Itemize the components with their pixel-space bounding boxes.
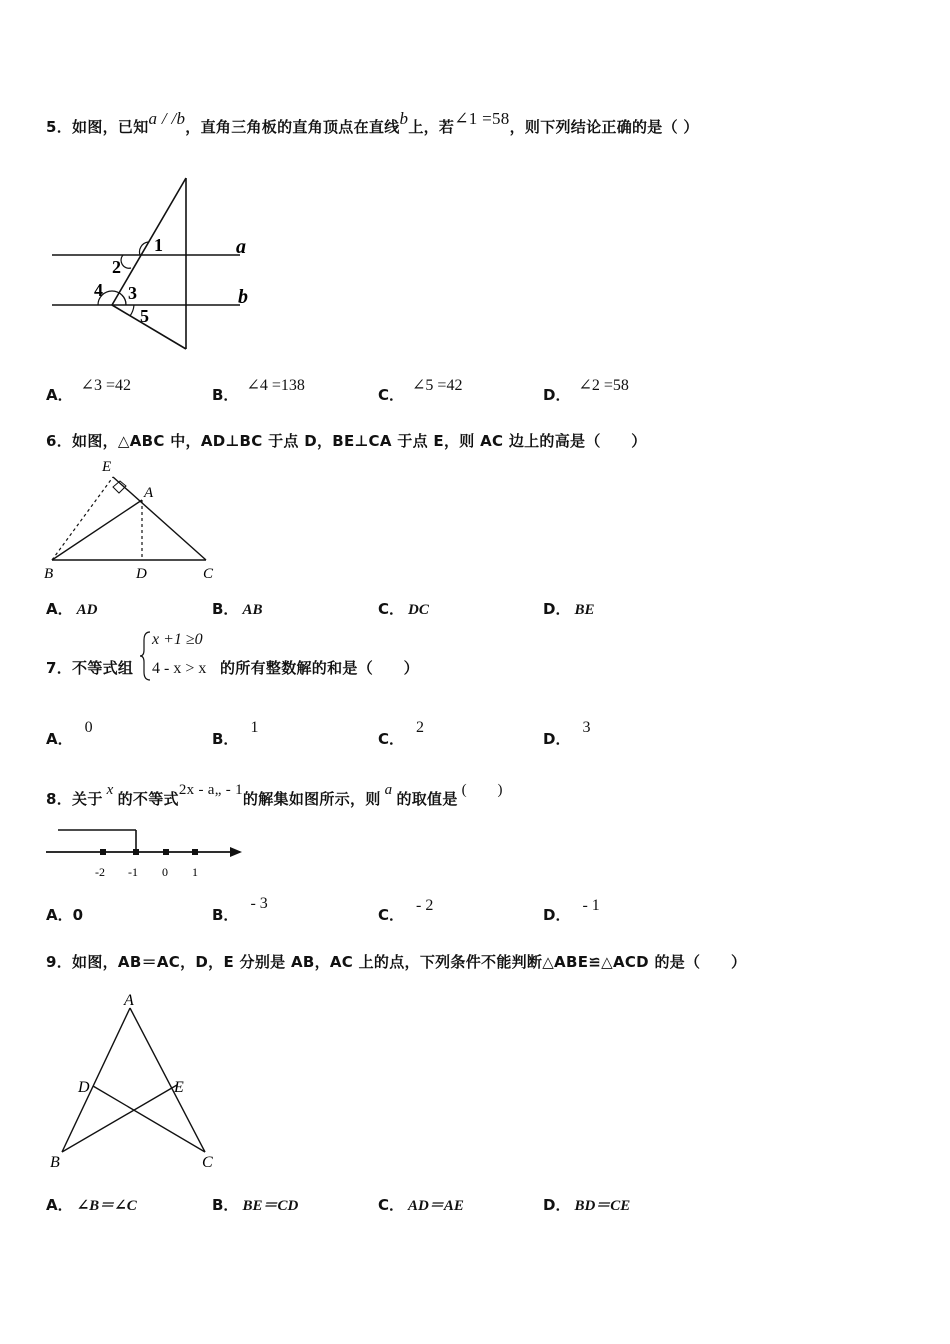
q9-option-letter: A． xyxy=(46,1196,73,1214)
q5-figure xyxy=(40,165,300,365)
q7-stem-before: 7．不等式组 xyxy=(46,659,134,677)
q8-option-text: - 1 xyxy=(582,897,600,914)
q6-option-text: AD xyxy=(76,602,98,618)
q9-figure xyxy=(40,985,240,1175)
q9-stem: 9．如图，AB＝AC，D，E 分别是 AB，AC 上的点，下列条件不能判断△ABE≌△ACD 的是（ ） xyxy=(46,953,747,971)
q7-option-b[interactable] xyxy=(212,719,259,749)
q5-option-letter: A． xyxy=(46,386,73,404)
q5-parallel-expr: a / /b xyxy=(148,109,186,128)
q7-system-line-1 xyxy=(152,631,203,649)
q5-option-text: ∠4 =138 xyxy=(246,377,305,394)
q8-option-c[interactable] xyxy=(378,897,434,925)
q9-point-d: D xyxy=(78,1079,90,1096)
q9-option-text: BE＝CD xyxy=(242,1198,299,1214)
q7-option-a[interactable] xyxy=(46,719,93,749)
q5-label-4: 4 xyxy=(94,280,103,300)
q6-option-text: BE xyxy=(574,602,595,618)
q9-option-b[interactable] xyxy=(212,1194,298,1215)
q5-stem xyxy=(46,109,699,137)
q5-option-d[interactable] xyxy=(543,377,629,405)
q7-option-text: 2 xyxy=(416,719,425,736)
q8-paren: ( ) xyxy=(461,782,503,798)
q7-option-letter: A． xyxy=(46,730,73,748)
q9-option-letter: B． xyxy=(212,1196,239,1214)
q5-label-3: 3 xyxy=(128,283,137,303)
q9-option-c[interactable] xyxy=(378,1194,464,1215)
q8-stem-text-2: 的不等式 xyxy=(117,790,179,808)
q8-option-d[interactable] xyxy=(543,897,600,925)
q6-option-letter: D． xyxy=(543,600,571,618)
q8-tick-label: 0 xyxy=(162,865,168,879)
q5-option-letter: C． xyxy=(378,386,405,404)
q5-label-1: 1 xyxy=(154,235,163,255)
q5-label-2: 2 xyxy=(112,257,121,277)
q9-option-text: BD＝CE xyxy=(574,1198,631,1214)
q8-stem-text-4: 的取值是 xyxy=(396,790,458,808)
q8-option-b[interactable] xyxy=(212,895,268,925)
q6-option-letter: A． xyxy=(46,600,73,618)
q7-option-text: 3 xyxy=(582,719,591,736)
q6-option-text: AB xyxy=(242,602,263,618)
q9-point-a: A xyxy=(124,992,134,1009)
q5-option-text: ∠2 =58 xyxy=(578,377,629,394)
q5-option-letter: D． xyxy=(543,386,571,404)
q7-line2-text: 4 - x > x xyxy=(152,660,207,677)
q8-stem-text-3: 的解集如图所示，则 xyxy=(242,790,381,808)
q5-line-a-label: a xyxy=(236,236,246,258)
q6-option-c[interactable] xyxy=(378,598,429,619)
q8-option-a[interactable] xyxy=(46,904,83,925)
q5-option-a[interactable] xyxy=(46,377,132,405)
q6-option-text: DC xyxy=(408,602,429,618)
q7-line1-text: x +1 ≥0 xyxy=(152,631,203,648)
q8-tick-label: -1 xyxy=(128,865,138,879)
q7-stem-after: 的所有整数解的和是（ ） xyxy=(220,659,419,677)
q7-option-text: 1 xyxy=(250,719,259,736)
q9-option-a[interactable] xyxy=(46,1194,137,1215)
q6-option-letter: C． xyxy=(378,600,405,618)
q5-stem-text-4: ，则下列结论正确的是（ ） xyxy=(509,118,699,136)
q8-var-x: x xyxy=(106,782,114,798)
q7-option-text: 0 xyxy=(84,719,93,736)
q6-point-d: D xyxy=(136,566,147,582)
q9-option-letter: D． xyxy=(543,1196,571,1214)
q9-point-e: E xyxy=(174,1079,184,1096)
q7-option-letter: D． xyxy=(543,730,571,748)
q8-var-a: a xyxy=(384,782,393,798)
q6-point-e: E xyxy=(102,459,112,475)
q8-stem xyxy=(46,782,503,809)
q8-option-text: - 2 xyxy=(416,897,434,914)
q8-tick-label: -2 xyxy=(95,865,105,879)
q6-option-d[interactable] xyxy=(543,598,594,619)
q8-option-text: 0 xyxy=(72,906,84,924)
q8-stem-text: 8．关于 xyxy=(46,790,103,808)
q5-option-text: ∠5 =42 xyxy=(412,377,463,394)
q5-given-angle: ∠1 =58 xyxy=(454,109,510,128)
q5-stem-text: 5．如图，已知 xyxy=(46,118,149,136)
q9-point-c: C xyxy=(202,1154,213,1171)
q9-option-text: AD＝AE xyxy=(408,1198,464,1214)
q9-option-text: ∠B＝∠C xyxy=(76,1198,137,1214)
q6-stem: 6．如图，△ABC 中，AD⊥BC 于点 D，BE⊥CA 于点 E，则 AC 边上的高是（ ） xyxy=(46,432,647,450)
q9-option-d[interactable] xyxy=(543,1194,630,1215)
q5-line-var: b xyxy=(399,109,409,128)
q5-stem-text-2: ，直角三角板的直角顶点在直线 xyxy=(185,118,400,136)
q7-option-c[interactable] xyxy=(378,719,425,749)
q6-option-b[interactable] xyxy=(212,598,262,619)
q8-option-letter: B． xyxy=(212,906,239,924)
q5-label-5: 5 xyxy=(140,306,149,326)
q5-line-b-label: b xyxy=(238,286,248,308)
q9-option-letter: C． xyxy=(378,1196,405,1214)
q5-option-letter: B． xyxy=(212,386,239,404)
q6-option-letter: B． xyxy=(212,600,239,618)
q7-option-letter: B． xyxy=(212,730,239,748)
q7-option-d[interactable] xyxy=(543,719,591,749)
q5-option-c[interactable] xyxy=(378,377,463,405)
q8-option-letter: D． xyxy=(543,906,571,924)
q8-inequality: 2x - a„ - 1 xyxy=(178,782,243,798)
q5-option-b[interactable] xyxy=(212,377,305,405)
q5-stem-text-3: 上，若 xyxy=(408,118,455,136)
q7-option-letter: C． xyxy=(378,730,405,748)
q6-point-b: B xyxy=(44,566,54,582)
q9-point-b: B xyxy=(50,1154,60,1171)
q5-option-text: ∠3 =42 xyxy=(80,377,132,394)
q6-option-a[interactable] xyxy=(46,598,97,619)
q7-system-line-2 xyxy=(152,660,206,678)
q6-point-c: C xyxy=(203,566,214,582)
q6-figure xyxy=(40,455,240,585)
q7-brace-icon xyxy=(140,630,152,682)
q8-option-letter: C． xyxy=(378,906,405,924)
q8-number-line xyxy=(44,822,254,882)
q8-option-text: - 3 xyxy=(250,895,268,912)
q8-option-letter: A． xyxy=(46,906,73,924)
q8-tick-label: 1 xyxy=(192,865,198,879)
q6-point-a: A xyxy=(144,485,154,501)
